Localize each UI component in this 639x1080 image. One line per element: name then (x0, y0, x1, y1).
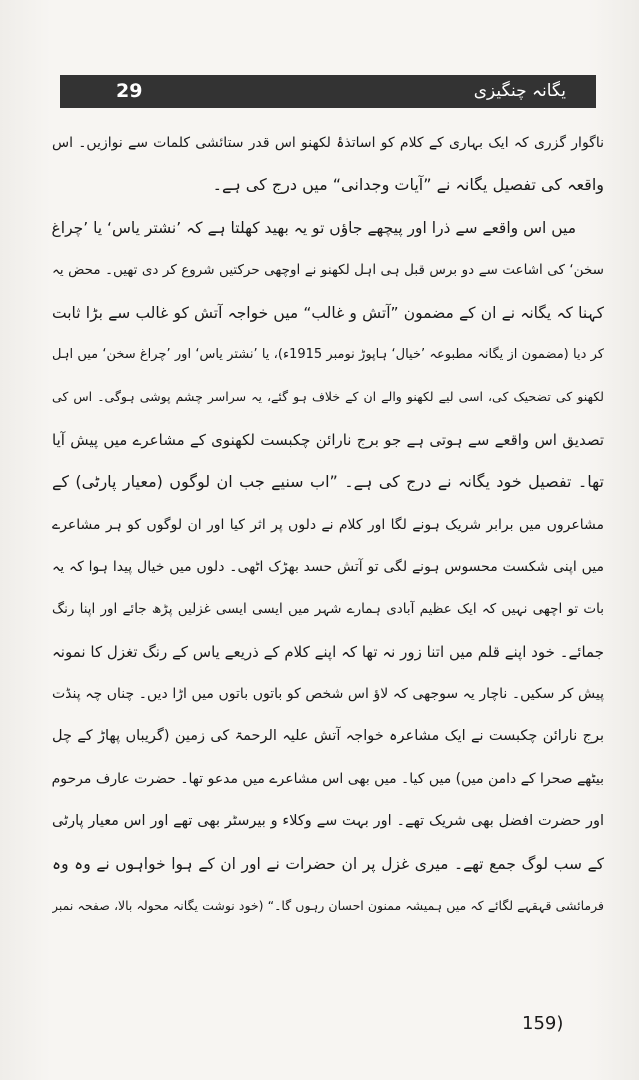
text-line: میں اس واقعے سے ذرا اور پیچھے جاؤں تو یہ بھید کھلتا ہے کہ ’نشتر یاس‘ یا ’چراغ (52, 218, 576, 237)
text-line: سخن‘ کی اشاعت سے دو برس قبل ہی اہل لکھنو نے اوچھی حرکتیں شروع کر دی تھیں۔ محض یہ (52, 262, 604, 279)
text-line: اور حضرت افضل بھی شریک تھے۔ اور بہت سے وکلاء و بیرسٹر بھی تھے اور اس معیار پارٹی (52, 813, 604, 830)
header-page-number: 29 (116, 80, 143, 102)
text-line: میں اپنی شکست محسوس ہونے لگی تو آتش حسد بھڑک اٹھی۔ دلوں میں خیال پیدا ہوا کہ یہ (52, 558, 604, 575)
text-line: واقعہ کی تفصیل یگانہ نے ”آیات وجدانی“ میں درج کی ہے۔ (212, 175, 604, 195)
text-line: پیش کر سکیں۔ ناچار یہ سوجھی کہ لاؤ اس شخص کو باتوں باتوں میں اڑا دیں۔ چناں چہ پنڈت (52, 686, 604, 703)
text-line: جمائے۔ خود اپنے قلم میں اتنا زور نہ تھا کہ اپنے کلام کے ذریعے یاس کے رنگ تغزل کا نمونہ (52, 642, 604, 661)
text-line: لکھنو کی تضحیک کی، اسی لیے لکھنو والے ان کے خلاف ہو گئے، یہ سراسر چشم پوشی ہوگی۔ اس کی (52, 389, 604, 405)
text-line: برج نارائن چکبست نے ایک مشاعرہ خواجہ آتش علیہ الرحمۃ کی زمین (گریباں پھاڑ کے چل (52, 728, 604, 745)
text-line: تصدیق اس واقعے سے ہوتی ہے جو برج نارائن چکبست لکھنوی کے مشاعرے میں پیش آیا (52, 430, 604, 449)
footer-page-number: (159 (522, 1013, 564, 1034)
text-line: تھا۔ تفصیل خود یگانہ نے درج کی ہے۔ ”اب سنیے جب ان لوگوں (معیار پارٹی) کے (52, 472, 604, 492)
text-line: فرمائشی قہقہے لگائے کہ میں ہمیشہ ممنون احسان رہوں گا۔“ (خود نوشت یگانہ محولہ بالا، صفحہ نمبر (52, 898, 604, 914)
header-title: یگانہ چنگیزی (473, 81, 566, 101)
text-line: ناگوار گزری کہ ایک بہاری کے کلام کو اساتذۂ لکھنو اس قدر ستائشی کلمات سے نوازیں۔ اس (52, 135, 604, 151)
text-line: بات تو اچھی نہیں کہ ایک عظیم آبادی ہمارے شہر میں ایسی ایسی غزلیں پڑھ جائے اور اپنا رنگ (52, 601, 604, 618)
text-line: کے سب لوگ جمع تھے۔ میری غزل پر ان حضرات نے اور ان کے ہوا خواہوں نے وہ وہ (52, 854, 604, 873)
text-line: مشاعروں میں برابر شریک ہونے لگا اور کلام نے دلوں پر اثر کیا اور ان لوگوں کو ہر مشاعرے (52, 516, 604, 533)
running-header (60, 75, 596, 108)
text-line: کر دیا (مضمون از یگانہ مطبوعہ ’خیال‘ ہاپوڑ نومبر 1915ء)، یا ’نشتر یاس‘ اور ’چراغ سخن‘ میں اہل (52, 346, 604, 362)
body-text (52, 122, 604, 927)
text-line: کہنا کہ یگانہ نے ان کے مضمون ”آتش و غالب“ میں خواجہ آتش کو غالب سے بڑا ثابت (52, 303, 604, 322)
text-line: بیٹھے صحرا کے دامن میں) میں کیا۔ میں بھی اس مشاعرے میں مدعو تھا۔ حضرت عارف مرحوم (52, 770, 604, 787)
